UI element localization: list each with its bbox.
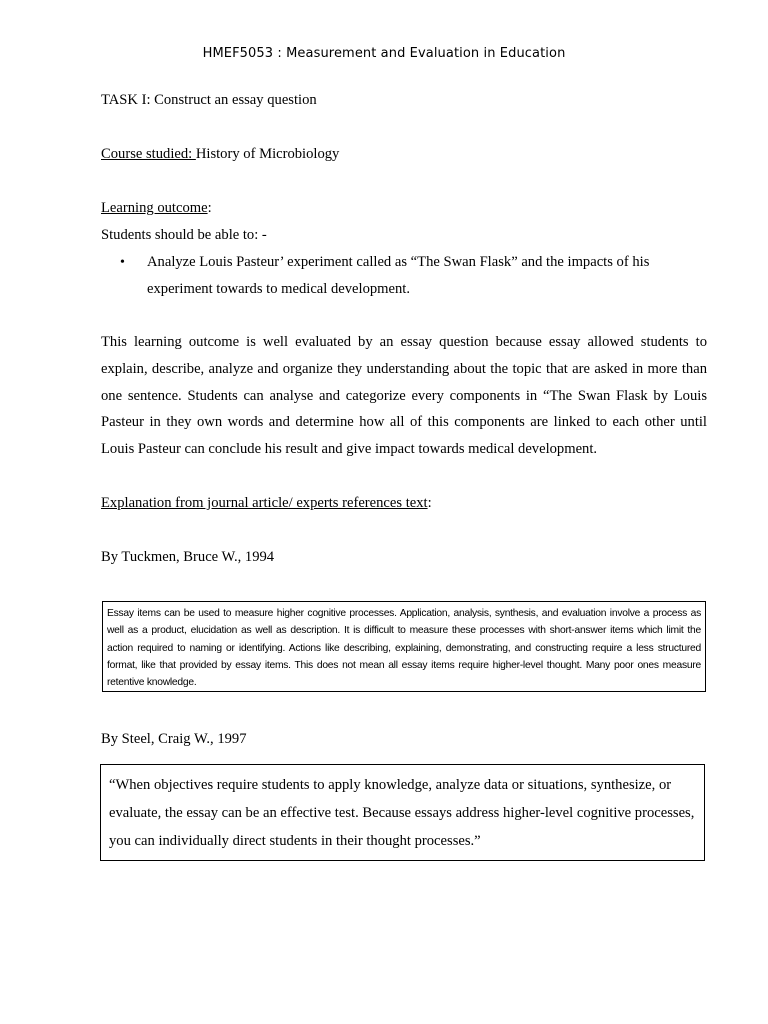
quote-box-steel: “When objectives require students to apply knowledge, analyze data or situations, synthesize, or evaluate, the essay can be an effective test. Because essays address higher-level cognitive processes, you can individually direct students in their thought processes.” xyxy=(100,764,705,861)
learning-intro: Students should be able to: - xyxy=(101,227,267,243)
quote-box-tuckmen: Essay items can be used to measure higher cognitive processes. Application, analysis, synthesis, and evaluation involve a process as well as a product, elucidation as well as description. It is difficult to measure these processes with short-answer items which limit the action required to naming or identifying. Actions like describing, explaining, demonstrating, and constructing require a less structured format, like that provided by essay items. This does not mean all essay items require higher-level thought. Many poor ones measure retentive knowledge. xyxy=(102,601,706,692)
page-header: HMEF5053 : Measurement and Evaluation in Education xyxy=(202,46,566,61)
reference-author-2: By Steel, Craig W., 1997 xyxy=(101,731,247,747)
course-value: History of Microbiology xyxy=(195,146,340,162)
bullet-icon: • xyxy=(120,255,125,270)
justification-paragraph: This learning outcome is well evaluated by an essay question because essay allowed students to explain, describe, analyze and organize they understanding about the topic that are asked in more than one sentence. Students can analyse and categorize every components in “The Swan Flask by Louis Pasteur in they own words and determine how all of this components are linked to each other until Louis Pasteur can conclude his result and give impact towards medical development. xyxy=(101,334,707,458)
task-title: TASK I: Construct an essay question xyxy=(101,92,317,108)
explanation-heading xyxy=(101,495,432,512)
explanation-label: Explanation from journal article/ experts references text xyxy=(101,495,428,511)
learning-outcome-heading xyxy=(101,200,212,217)
course-label: Course studied: xyxy=(101,146,196,162)
reference-author-1: By Tuckmen, Bruce W., 1994 xyxy=(101,549,275,565)
learning-outcome-label: Learning outcome xyxy=(101,200,208,216)
course-studied xyxy=(101,146,339,163)
learning-outcome-bullet: Analyze Louis Pasteur’ experiment called as “The Swan Flask” and the impacts of his experiment towards to medical development. xyxy=(147,254,650,297)
learning-outcome-colon: : xyxy=(207,200,212,216)
explanation-colon: : xyxy=(427,495,432,511)
